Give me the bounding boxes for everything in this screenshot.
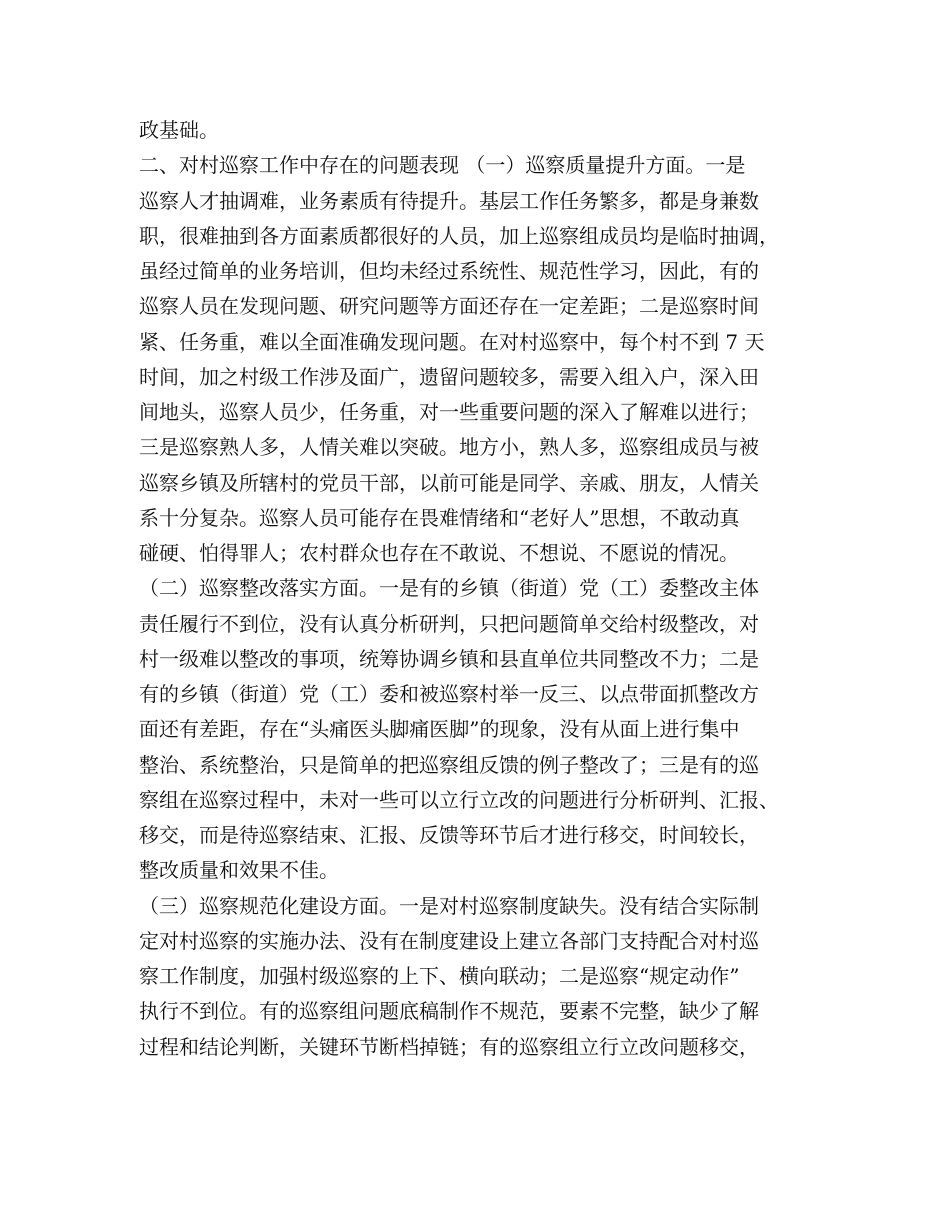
text-line: 间地头，巡察人员少，任务重，对一些重要问题的深入了解难以进行； xyxy=(139,400,759,424)
text-line: 察组在巡察过程中，未对一些可以立行立改的问题进行分析研判、汇报、 xyxy=(139,787,779,812)
text-line: 系十分复杂。巡察人员可能存在畏难情绪和“老好人”思想，不敢动真 xyxy=(139,505,740,530)
text-line: 虽经过简单的业务培训，但均未经过系统性、规范性学习，因此，有的 xyxy=(139,259,759,283)
text-line: 察工作制度，加强村级巡察的上下、横向联动；二是巡察“规定动作” xyxy=(139,964,740,988)
text-line: 紧、任务重，难以全面准确发现问题。在对村巡察中，每个村不到 7 天 xyxy=(139,329,765,354)
text-line: 巡察人员在发现问题、研究问题等方面还存在一定差距；二是巡察时间 xyxy=(139,294,759,319)
text-line: 移交，而是待巡察结束、汇报、反馈等环节后才进行移交，时间较长， xyxy=(139,823,759,847)
text-line: 责任履行不到位，没有认真分析研判，只把问题简单交给村级整改，对 xyxy=(139,611,759,636)
text-line: 定对村巡察的实施办法、没有在制度建设上建立各部门支持配合对村巡 xyxy=(139,928,759,953)
text-line: 政基础。 xyxy=(139,118,219,142)
text-line: 三是巡察熟人多，人情关难以突破。地方小，熟人多，巡察组成员与被 xyxy=(139,435,759,460)
text-line: 巡察人才抽调难，业务素质有待提升。基层工作任务繁多，都是身兼数 xyxy=(139,188,759,213)
text-line: 职，很难抽到各方面素质都很好的人员，加上巡察组成员均是临时抽调， xyxy=(139,223,779,248)
text-line: 巡察乡镇及所辖村的党员干部，以前可能是同学、亲戚、朋友，人情关 xyxy=(139,470,759,495)
text-line: 二、对村巡察工作中存在的问题表现 （一）巡察质量提升方面。一是 xyxy=(139,153,746,178)
text-line: 时间，加之村级工作涉及面广，遗留问题较多，需要入组入户，深入田 xyxy=(139,364,759,389)
text-line: （三）巡察规范化建设方面。一是对村巡察制度缺失。没有结合实际制 xyxy=(139,893,759,918)
text-line: 有的乡镇（街道）党（工）委和被巡察村举一反三、以点带面抓整改方 xyxy=(139,682,759,706)
text-line: 整治、系统整治，只是简单的把巡察组反馈的例子整改了；三是有的巡 xyxy=(139,752,759,777)
text-line: 村一级难以整改的事项，统筹协调乡镇和县直单位共同整改不力；二是 xyxy=(139,646,759,671)
text-line: 整改质量和效果不佳。 xyxy=(139,858,339,883)
text-line: 执行不到位。有的巡察组问题底稿制作不规范，要素不完整，缺少了解 xyxy=(139,999,759,1024)
text-line: 面还有差距，存在“头痛医头脚痛医脚”的现象，没有从面上进行集中 xyxy=(139,717,740,742)
text-line: 碰硬、怕得罪人；农村群众也存在不敢说、不想说、不愿说的情况。 xyxy=(139,541,739,565)
text-line: 过程和结论判断，关键环节断档掉链；有的巡察组立行立改问题移交， xyxy=(139,1034,759,1059)
body-text xyxy=(139,113,829,1065)
text-line: （二）巡察整改落实方面。一是有的乡镇（街道）党（工）委整改主体 xyxy=(139,576,759,601)
